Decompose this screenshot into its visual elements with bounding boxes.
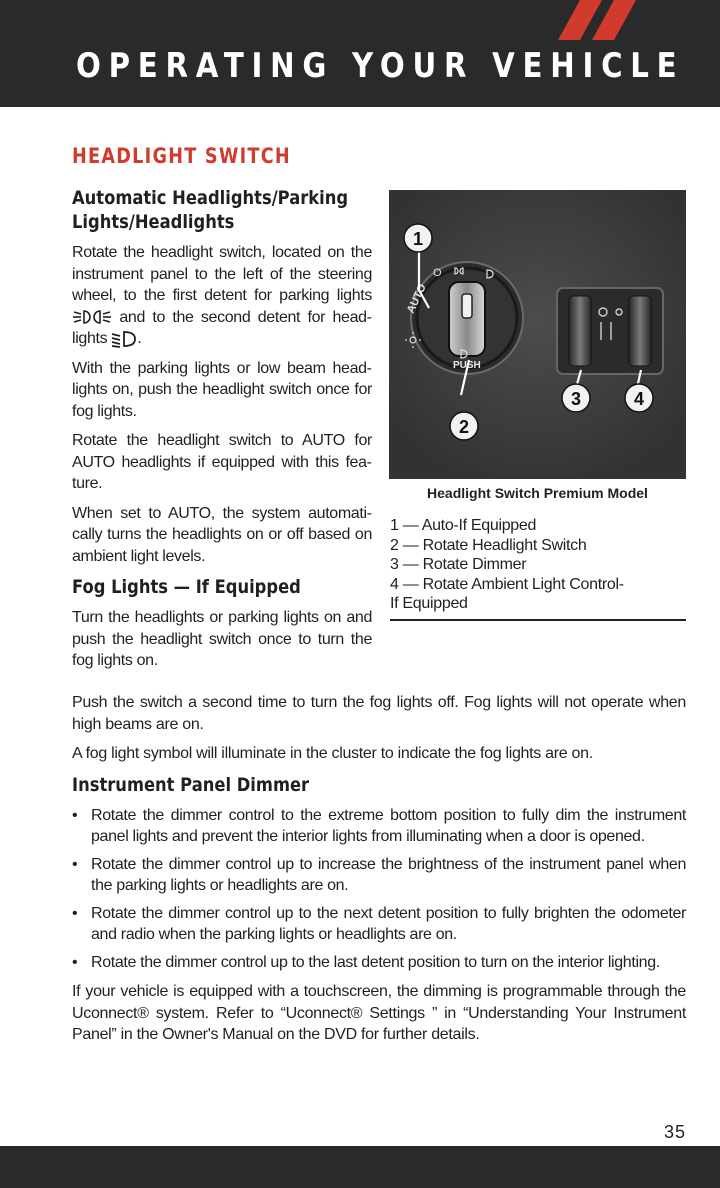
para-text-start: Rotate the headlight switch, located on the instrument panel to the left of the steering wheel, to the first detent for parking lights [72, 244, 372, 304]
paragraph-fog-off: Push the switch a second time to turn the fog lights off. Fog lights will not operate when high beams are on. [72, 694, 686, 733]
figure-caption: Headlight Switch Premium Model [427, 485, 648, 501]
para-text-end: . [137, 330, 142, 347]
paragraph-auto-system: When set to AUTO, the system automatically turns the headlights on or off based on ambient light levels. [72, 504, 372, 565]
figure-legend [390, 516, 686, 621]
paragraph-fog-symbol: A fog light symbol will illuminate in the cluster to indicate the fog lights are on. [72, 745, 593, 762]
list-item: • Rotate the dimmer control to the extreme bottom position to fully dim the instrument panel lights and prevent the interior lights from illuminating when a door is opened. [72, 805, 686, 848]
headlight-switch-illustration [389, 190, 686, 479]
legend-item: 4 — Rotate Ambient Light Control- [390, 575, 624, 593]
paragraph-auto: Rotate the headlight switch to AUTO for AUTO headlights if equipped with this feature. [72, 432, 372, 492]
racing-stripes-logo [540, 0, 670, 40]
list-item: • Rotate the dimmer control up to the last detent position to turn on the interior lighting. [72, 952, 686, 974]
page-number: 35 [663, 1122, 686, 1142]
paragraph-fog-push: With the parking lights or low beam headlights on, push the headlight switch once for fog lights. [72, 359, 372, 420]
headlight-switch-figure [389, 190, 686, 479]
legend-item: 1 — Auto-If Equipped [390, 517, 537, 534]
paragraph-rotate-switch [72, 242, 372, 350]
headlight-knob [449, 282, 485, 356]
svg-text:4: 4 [633, 389, 645, 409]
svg-text:3: 3 [570, 389, 582, 409]
footer-bar [0, 1146, 720, 1188]
legend-item: 2 — Rotate Headlight Switch [390, 536, 587, 554]
paragraph-uconnect: If your vehicle is equipped with a touchscreen, the dimming is programmable through the Uconnect® system. Refer to “Uconnect® Settings ” in “Understanding Your Instrument Panel” in the Owner's Manual on the DVD for further details. [72, 983, 686, 1043]
subheading-fog-lights: Fog Lights — If Equipped [72, 576, 301, 598]
callout-4 [625, 384, 653, 412]
paragraph-fog-on: Turn the headlights or parking lights on and push the headlight switch once to turn the fog lights on. [72, 609, 372, 669]
chapter-title: OPERATING YOUR VEHICLE [75, 46, 684, 86]
callout-3 [562, 384, 590, 412]
list-item: • Rotate the dimmer control up to the next detent position to fully brighten the odometer and radio when the parking lights or headlights are on. [72, 903, 686, 946]
list-item: • Rotate the dimmer control up to increase the brightness of the instrument panel when the parking lights or headlights are on. [72, 854, 686, 897]
callout-1 [404, 224, 432, 252]
low-beam-headlight-icon [111, 330, 137, 348]
off-label: O [433, 267, 442, 279]
subheading-dimmer: Instrument Panel Dimmer [72, 773, 310, 796]
left-column [72, 186, 372, 680]
legend-item: If Equipped [390, 595, 468, 612]
dimmer-wheel [569, 296, 591, 366]
para-text-middle: and to the second detent for headlights [72, 308, 372, 347]
callout-2 [450, 412, 478, 440]
svg-text:1: 1 [412, 229, 424, 249]
parking-lights-icon [72, 308, 112, 326]
full-width-body [72, 692, 686, 1054]
push-label: PUSH [453, 360, 481, 371]
subheading-auto-headlights: Automatic Headlights/Parking Lights/Headlights [72, 187, 349, 233]
header-bar [0, 0, 720, 107]
dimmer-bullet-list [72, 805, 686, 974]
section-title: HEADLIGHT SWITCH [72, 144, 291, 168]
ambient-light-wheel [629, 296, 651, 366]
svg-text:2: 2 [458, 417, 470, 437]
legend-item: 3 — Rotate Dimmer [390, 556, 527, 573]
auto-label: AUTO [404, 282, 429, 316]
